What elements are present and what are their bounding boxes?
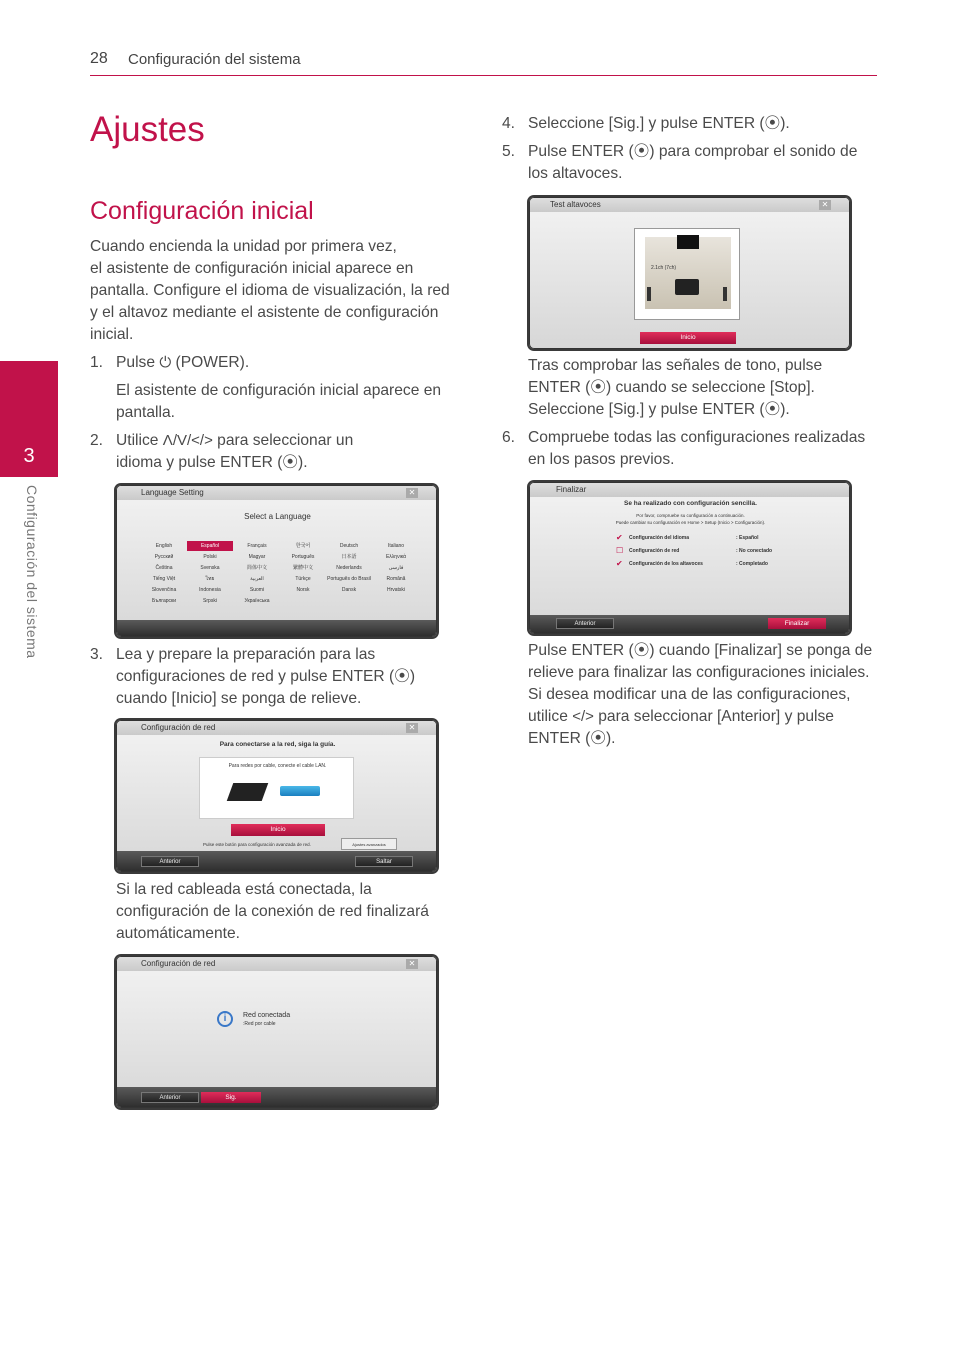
language-option[interactable] bbox=[326, 596, 372, 606]
language-option[interactable]: Español bbox=[187, 541, 233, 551]
lan-cable-icon bbox=[227, 783, 269, 801]
language-option[interactable]: Srpski bbox=[203, 598, 217, 604]
arrow-keys-icon: Λ/V/</> bbox=[162, 432, 213, 449]
summary-value: : Español bbox=[736, 535, 759, 541]
language-option[interactable]: Dansk bbox=[341, 587, 357, 593]
step-3: 3. Lea y prepare la preparación para las configuraciones de red y pulse ENTER (⦿) cuando [Inicio] se ponga de relieve. bbox=[90, 646, 416, 707]
language-option[interactable]: Română bbox=[386, 576, 406, 582]
step-2: 2. Utilice Λ/V/</> para seleccionar un idioma y pulse ENTER (⦿). bbox=[90, 432, 354, 471]
finish-button[interactable]: Finalizar bbox=[768, 618, 826, 629]
next-button[interactable]: Sig. bbox=[201, 1092, 261, 1103]
language-option[interactable]: Hrvatski bbox=[386, 587, 406, 593]
summary-label: Configuración de los altavoces bbox=[629, 561, 703, 567]
chapter-number: 3 bbox=[23, 445, 35, 467]
info-icon: i bbox=[217, 1011, 233, 1027]
language-option[interactable]: Українська bbox=[244, 598, 270, 604]
close-icon: ✕ bbox=[406, 723, 418, 733]
step-4: 4. Seleccione [Sig.] y pulse ENTER (⦿). bbox=[502, 115, 790, 132]
language-option[interactable]: 日本語 bbox=[341, 554, 357, 560]
language-option[interactable]: Français bbox=[247, 543, 267, 549]
language-option[interactable]: Svenska bbox=[200, 565, 220, 571]
language-option[interactable]: Čeština bbox=[155, 565, 173, 571]
check-icon: ☐ bbox=[616, 546, 624, 555]
language-setting-screenshot: Language Setting ✕ Select a Language English Español Français 한국어 Deutsch Italiano Русский Polski Magyar Português 日本語 Ελληνικά Čeština Svenska 简体中文 繁體中文 Nederlands فارسی Tiếng Việt ไทย العربية Türkçe Português do Brasil Română Slovenčina Indonesia Suomi Norsk Dansk Hrvatski Български Srpski Українська bbox=[116, 485, 437, 637]
step-6: 6. Compruebe todas las configuraciones realizadas en los pasos previos. bbox=[502, 429, 866, 468]
language-option[interactable]: Slovenčina bbox=[151, 587, 177, 593]
speaker-icon bbox=[723, 287, 727, 301]
intro-text: Cuando encienda la unidad por primera vez, el asistente de configuración inicial aparece en pantalla. Configure el idioma de visualización, la red y el altavoz mediante el asistente de configuración inicial. bbox=[90, 238, 450, 343]
page-title: Ajustes bbox=[90, 110, 205, 149]
close-icon: ✕ bbox=[406, 959, 418, 969]
tv-icon bbox=[677, 235, 699, 249]
language-option[interactable]: Português do Brasil bbox=[327, 576, 371, 582]
summary-value: : No conectado bbox=[736, 548, 773, 554]
check-icon: ✔ bbox=[616, 559, 623, 568]
summary-label: Configuración del idioma bbox=[629, 535, 690, 541]
network-connected-screenshot: Configuración de red ✕ i Red conectada :Red por cable Anterior Sig. bbox=[116, 956, 437, 1108]
close-icon: ✕ bbox=[819, 200, 831, 210]
wired-note: Si la red cableada está conectada, la configuración de la conexión de red finalizará automáticamente. bbox=[116, 881, 429, 942]
room-illustration: 2.1ch (7ch) bbox=[634, 228, 740, 320]
summary-value: : Completado bbox=[736, 561, 768, 567]
check-icon: ✔ bbox=[616, 533, 623, 542]
language-option[interactable]: ไทย bbox=[205, 576, 215, 582]
previous-button[interactable]: Anterior bbox=[141, 1092, 199, 1103]
language-option[interactable] bbox=[373, 596, 419, 606]
language-option[interactable]: Deutsch bbox=[339, 543, 359, 549]
language-option[interactable]: Türkçe bbox=[295, 576, 311, 582]
summary-label: Configuración de red bbox=[629, 548, 680, 554]
language-option[interactable]: Русский bbox=[154, 554, 174, 560]
network-setup-screenshot: Configuración de red ✕ Para conectarse a la red, siga la guía. Para redes por cable, conecte el cable LAN. Inicio Pulse este botón para configuración avanzada de red. Ajustes avanzados Anterior Saltar bbox=[116, 720, 437, 872]
final-note: Pulse ENTER (⦿) cuando [Finalizar] se ponga de relieve para finalizar las configuraciones iniciales. Si desea modificar una de las configuraciones, utilice </> para seleccionar [Anterior] y pulse ENTER (⦿). bbox=[528, 642, 873, 747]
language-option[interactable]: 繁體中文 bbox=[292, 565, 313, 571]
language-option[interactable]: Ελληνικά bbox=[385, 554, 407, 560]
language-option[interactable]: العربية bbox=[250, 576, 264, 582]
previous-button[interactable]: Anterior bbox=[556, 618, 614, 629]
start-button[interactable]: Inicio bbox=[640, 332, 736, 344]
header-title: Configuración del sistema bbox=[128, 51, 301, 68]
left-right-keys-icon: </> bbox=[572, 708, 594, 725]
previous-button[interactable]: Anterior bbox=[141, 856, 199, 867]
language-option[interactable]: فارسی bbox=[388, 565, 404, 571]
after-speaker-note: Tras comprobar las señales de tono, pulse ENTER (⦿) cuando se seleccione [Stop]. Seleccione [Sig.] y pulse ENTER (⦿). bbox=[528, 357, 823, 418]
language-option[interactable]: Polski bbox=[203, 554, 217, 560]
step-5: 5. Pulse ENTER (⦿) para comprobar el sonido de los altavoces. bbox=[502, 143, 858, 182]
language-option[interactable]: Nederlands bbox=[336, 565, 362, 571]
step-1: 1. Pulse ⏻ (POWER). bbox=[90, 354, 250, 371]
language-option[interactable]: Magyar bbox=[248, 554, 266, 560]
chapter-label: Configuración del sistema bbox=[24, 485, 40, 659]
language-option[interactable]: Italiano bbox=[387, 543, 405, 549]
section-title: Configuración inicial bbox=[90, 197, 314, 225]
language-option[interactable]: 简体中文 bbox=[246, 565, 267, 571]
enter-icon: ⦿ bbox=[282, 454, 298, 471]
language-option[interactable]: 한국어 bbox=[295, 543, 311, 549]
language-option[interactable] bbox=[280, 596, 326, 606]
language-option[interactable]: Български bbox=[151, 598, 177, 604]
power-icon: ⏻ bbox=[159, 354, 172, 371]
close-icon: ✕ bbox=[406, 488, 418, 498]
start-button[interactable]: Inicio bbox=[231, 824, 325, 836]
speaker-test-screenshot: Test altavoces ✕ 2.1ch (7ch) Inicio bbox=[529, 197, 850, 349]
chapter-tab bbox=[0, 361, 58, 477]
language-option[interactable]: Português bbox=[291, 554, 315, 560]
language-option[interactable]: English bbox=[155, 543, 173, 549]
subwoofer-icon bbox=[675, 279, 699, 295]
skip-button[interactable]: Saltar bbox=[355, 856, 413, 867]
language-option[interactable]: Norsk bbox=[296, 587, 310, 593]
language-option[interactable]: Tiếng Việt bbox=[152, 576, 176, 582]
language-option[interactable]: Suomi bbox=[249, 587, 265, 593]
step-1-desc: El asistente de configuración inicial aparece en pantalla. bbox=[116, 382, 442, 421]
page-number: 28 bbox=[90, 50, 108, 67]
speaker-icon bbox=[647, 287, 651, 301]
language-option[interactable]: Indonesia bbox=[199, 587, 221, 593]
advanced-settings-button[interactable]: Ajustes avanzados bbox=[341, 838, 397, 850]
lan-plug-icon bbox=[280, 786, 320, 796]
page-header bbox=[90, 50, 877, 76]
finish-screenshot: Finalizar Se ha realizado con configuración sencilla. Por favor, compruebe su configuración a continuación. Puede cambiar su configuración en Home > Setup (Inicio > Configuración). ✔ Configuración del idioma : Español ☐ Configuración de red : No conectado ✔ Configuración de los altavoces : Completado Anterior Finalizar bbox=[529, 482, 850, 634]
